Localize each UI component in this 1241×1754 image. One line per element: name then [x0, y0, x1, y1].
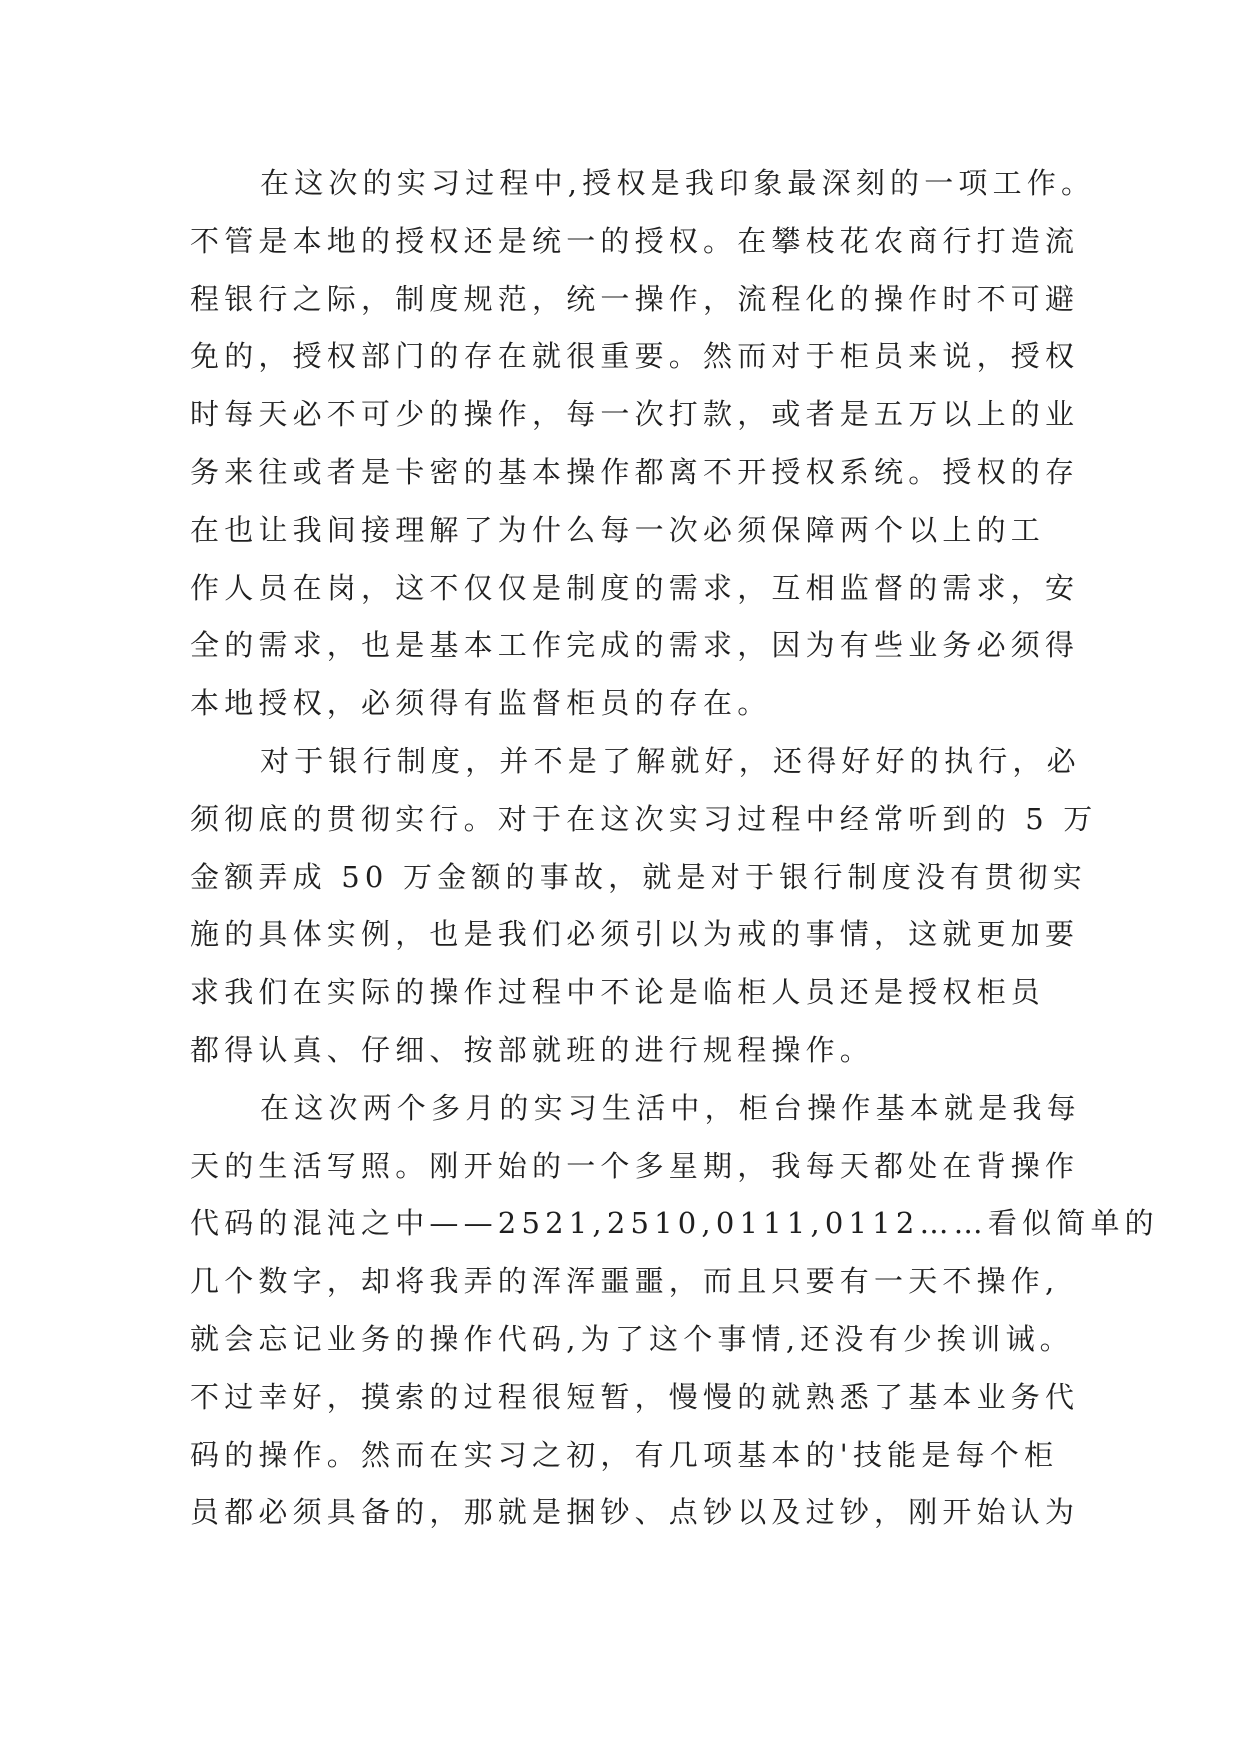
text-line: 作人员在岗，这不仅仅是制度的需求，互相监督的需求，安 — [190, 570, 1080, 605]
text-line: 对于银行制度，并不是了解就好，还得好好的执行，必 — [260, 743, 1081, 778]
text-line: 不管是本地的授权还是统一的授权。在攀枝花农商行打造流 — [190, 223, 1080, 258]
text-line: 施的具体实例，也是我们必须引以为戒的事情，这就更加要 — [190, 917, 1080, 952]
text-line: 在这次的实习过程中,授权是我印象最深刻的一项工作。 — [260, 166, 1096, 200]
text-line: 务来往或者是卡密的基本操作都离不开授权系统。授权的存 — [190, 454, 1080, 489]
text-line: 免的，授权部门的存在就很重要。然而对于柜员来说，授权 — [190, 339, 1080, 374]
text-line: 在这次两个多月的实习生活中，柜台操作基本就是我每 — [260, 1090, 1081, 1125]
text-line: 几个数字，却将我弄的浑浑噩噩，而且只要有一天不操作, — [190, 1264, 1060, 1299]
text-line: 求我们在实际的操作过程中不论是临柜人员还是授权柜员 — [190, 975, 1046, 1010]
text-line: 全的需求，也是基本工作完成的需求，因为有些业务必须得 — [190, 628, 1080, 663]
text-line: 员都必须具备的，那就是捆钞、点钞以及过钞，刚开始认为 — [190, 1495, 1080, 1530]
text-line: 就会忘记业务的操作代码,为了这个事情,还没有少挨训诫。 — [190, 1321, 1074, 1356]
text-line: 不过幸好，摸索的过程很短暂，慢慢的就熟悉了基本业务代 — [190, 1379, 1080, 1414]
text-line: 都得认真、仔细、按部就班的进行规程操作。 — [190, 1032, 875, 1067]
text-line: 程银行之际，制度规范，统一操作，流程化的操作时不可避 — [190, 281, 1080, 316]
body-text — [190, 155, 1159, 1542]
text-line: 本地授权，必须得有监督柜员的存在。 — [190, 686, 772, 721]
text-line: 金额弄成 50 万金额的事故，就是对于银行制度没有贯彻实 — [190, 859, 1087, 894]
text-line: 天的生活写照。刚开始的一个多星期，我每天都处在背操作 — [190, 1148, 1080, 1183]
text-line: 代码的混沌之中——2521,2510,0111,0112……看似简单的 — [190, 1206, 1159, 1241]
text-line: 须彻底的贯彻实行。对于在这次实习过程中经常听到的 5 万 — [190, 801, 1098, 836]
text-line: 在也让我间接理解了为什么每一次必须保障两个以上的工 — [190, 512, 1046, 547]
text-line: 码的操作。然而在实习之初，有几项基本的'技能是每个柜 — [190, 1437, 1059, 1472]
text-line: 时每天必不可少的操作，每一次打款，或者是五万以上的业 — [190, 397, 1080, 432]
